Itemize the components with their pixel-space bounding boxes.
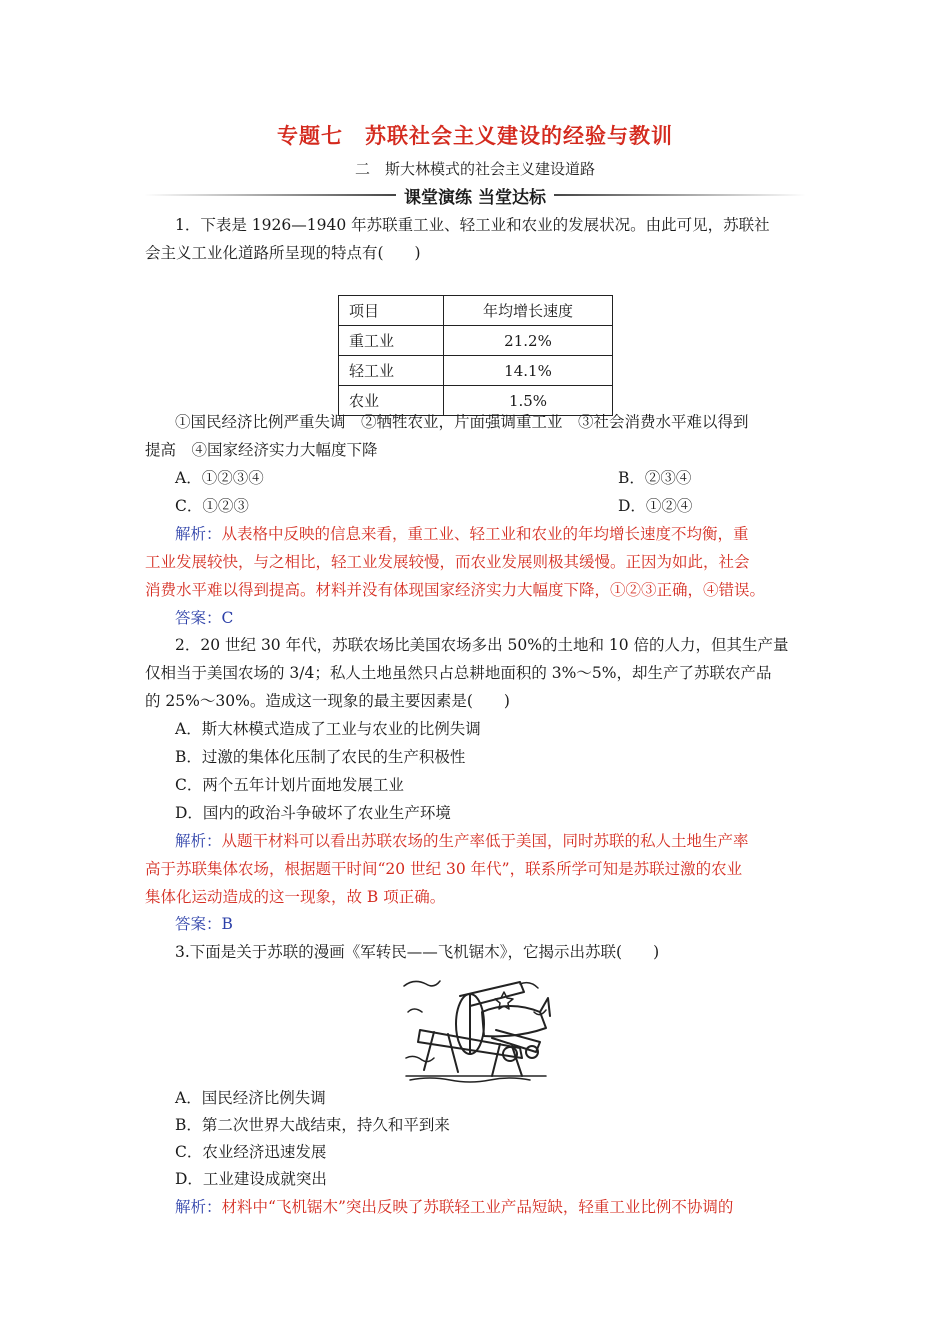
table-cell-item: 农业 — [339, 386, 444, 416]
q1-analysis-line1 — [175, 520, 840, 548]
table-header-row — [339, 296, 613, 326]
q3-option-d: D．工业建设成就突出 — [175, 1170, 327, 1188]
table-cell-rate: 21.2% — [444, 326, 613, 356]
table-header-rate: 年均增长速度 — [444, 296, 613, 326]
q1-answer: 答案：C — [175, 609, 234, 627]
table-cell-item: 轻工业 — [339, 356, 444, 386]
banner-rule-right — [554, 194, 805, 196]
analysis-label: 解析： — [175, 1198, 222, 1216]
q1-analysis-line3: 消费水平难以得到提高。材料并没有体现国家经济实力大幅度下降，①②③正确，④错误。 — [145, 581, 766, 599]
q1-statements-line1: ①国民经济比例严重失调 ②牺牲农业，片面强调重工业 ③社会消费水平难以得到 — [175, 413, 749, 431]
q2-analysis-line3: 集体化运动造成的这一现象，故 B 项正确。 — [145, 888, 446, 906]
q1-option-a: A．①②③④ — [175, 469, 264, 487]
cartoon-airplane-sawing-wood — [400, 972, 552, 1084]
table-cell-rate: 14.1% — [444, 356, 613, 386]
banner-label: 课堂演练 当堂达标 — [404, 187, 546, 208]
analysis-text: 从题干材料可以看出苏联农场的生产率低于美国，同时苏联的私人土地生产率 — [221, 832, 749, 850]
q2-option-c: C．两个五年计划片面地发展工业 — [175, 776, 404, 794]
q1-data-table — [338, 295, 613, 416]
q3-option-a: A．国民经济比例失调 — [175, 1089, 326, 1107]
analysis-text: 从表格中反映的信息来看，重工业、轻工业和农业的年均增长速度不均衡，重 — [221, 525, 749, 543]
table-row — [339, 356, 613, 386]
q2-stem-line3: 的 25%～30%。造成这一现象的最主要因素是( ) — [145, 692, 510, 710]
q1-option-d: D．①②④ — [618, 497, 693, 515]
q2-analysis-line1 — [175, 827, 840, 855]
section-banner — [145, 182, 805, 208]
table-header-item: 项目 — [339, 296, 444, 326]
q1-options-row2 — [175, 492, 840, 520]
q3-stem: 3.下面是关于苏联的漫画《军转民——飞机锯木》，它揭示出苏联( ) — [175, 943, 660, 961]
q1-options-row1 — [175, 464, 840, 492]
q3-option-b: B．第二次世界大战结束，持久和平到来 — [175, 1116, 450, 1134]
q2-option-a: A．斯大林模式造成了工业与农业的比例失调 — [175, 720, 481, 738]
q1-option-c: C．①②③ — [175, 497, 249, 515]
table-cell-item: 重工业 — [339, 326, 444, 356]
q3-analysis-line1 — [175, 1193, 840, 1221]
section-subtitle: 二 斯大林模式的社会主义建设道路 — [354, 160, 595, 178]
q2-stem-line2: 仅相当于美国农场的 3/4；私人土地虽然只占总耕地面积的 3%～5%，却生产了苏联农产品 — [145, 664, 772, 682]
q1-stem-line2: 会主义工业化道路所呈现的特点有( ) — [145, 244, 421, 262]
q3-option-c: C．农业经济迅速发展 — [175, 1143, 327, 1161]
q2-analysis-line2: 高于苏联集体农场，根据题干时间“20 世纪 30 年代”，联系所学可知是苏联过激的农业 — [145, 860, 743, 878]
banner-rule-left — [145, 194, 396, 196]
analysis-text: 材料中“飞机锯木”突出反映了苏联轻工业产品短缺，轻重工业比例不协调的 — [221, 1198, 734, 1216]
q1-statements-line2: 提高 ④国家经济实力大幅度下降 — [145, 441, 378, 459]
analysis-label: 解析： — [175, 832, 222, 850]
q1-stem-line1: 1．下表是 1926—1940 年苏联重工业、轻工业和农业的发展状况。由此可见，苏联社 — [175, 216, 770, 234]
page-title: 专题七 苏联社会主义建设的经验与教训 — [277, 123, 673, 148]
q2-answer: 答案：B — [175, 915, 233, 933]
table-row — [339, 326, 613, 356]
table-cell-rate: 1.5% — [444, 386, 613, 416]
q1-analysis-line2: 工业发展较快，与之相比，轻工业发展较慢，而农业发展则极其缓慢。正因为如此，社会 — [145, 553, 750, 571]
q2-option-b: B．过激的集体化压制了农民的生产积极性 — [175, 748, 466, 766]
q2-stem-line1: 2．20 世纪 30 年代，苏联农场比美国农场多出 50%的土地和 10 倍的人力，但其生产量 — [175, 636, 789, 654]
q1-option-b: B．②③④ — [618, 469, 692, 487]
q2-option-d: D．国内的政治斗争破坏了农业生产环境 — [175, 804, 451, 822]
analysis-label: 解析： — [175, 525, 222, 543]
